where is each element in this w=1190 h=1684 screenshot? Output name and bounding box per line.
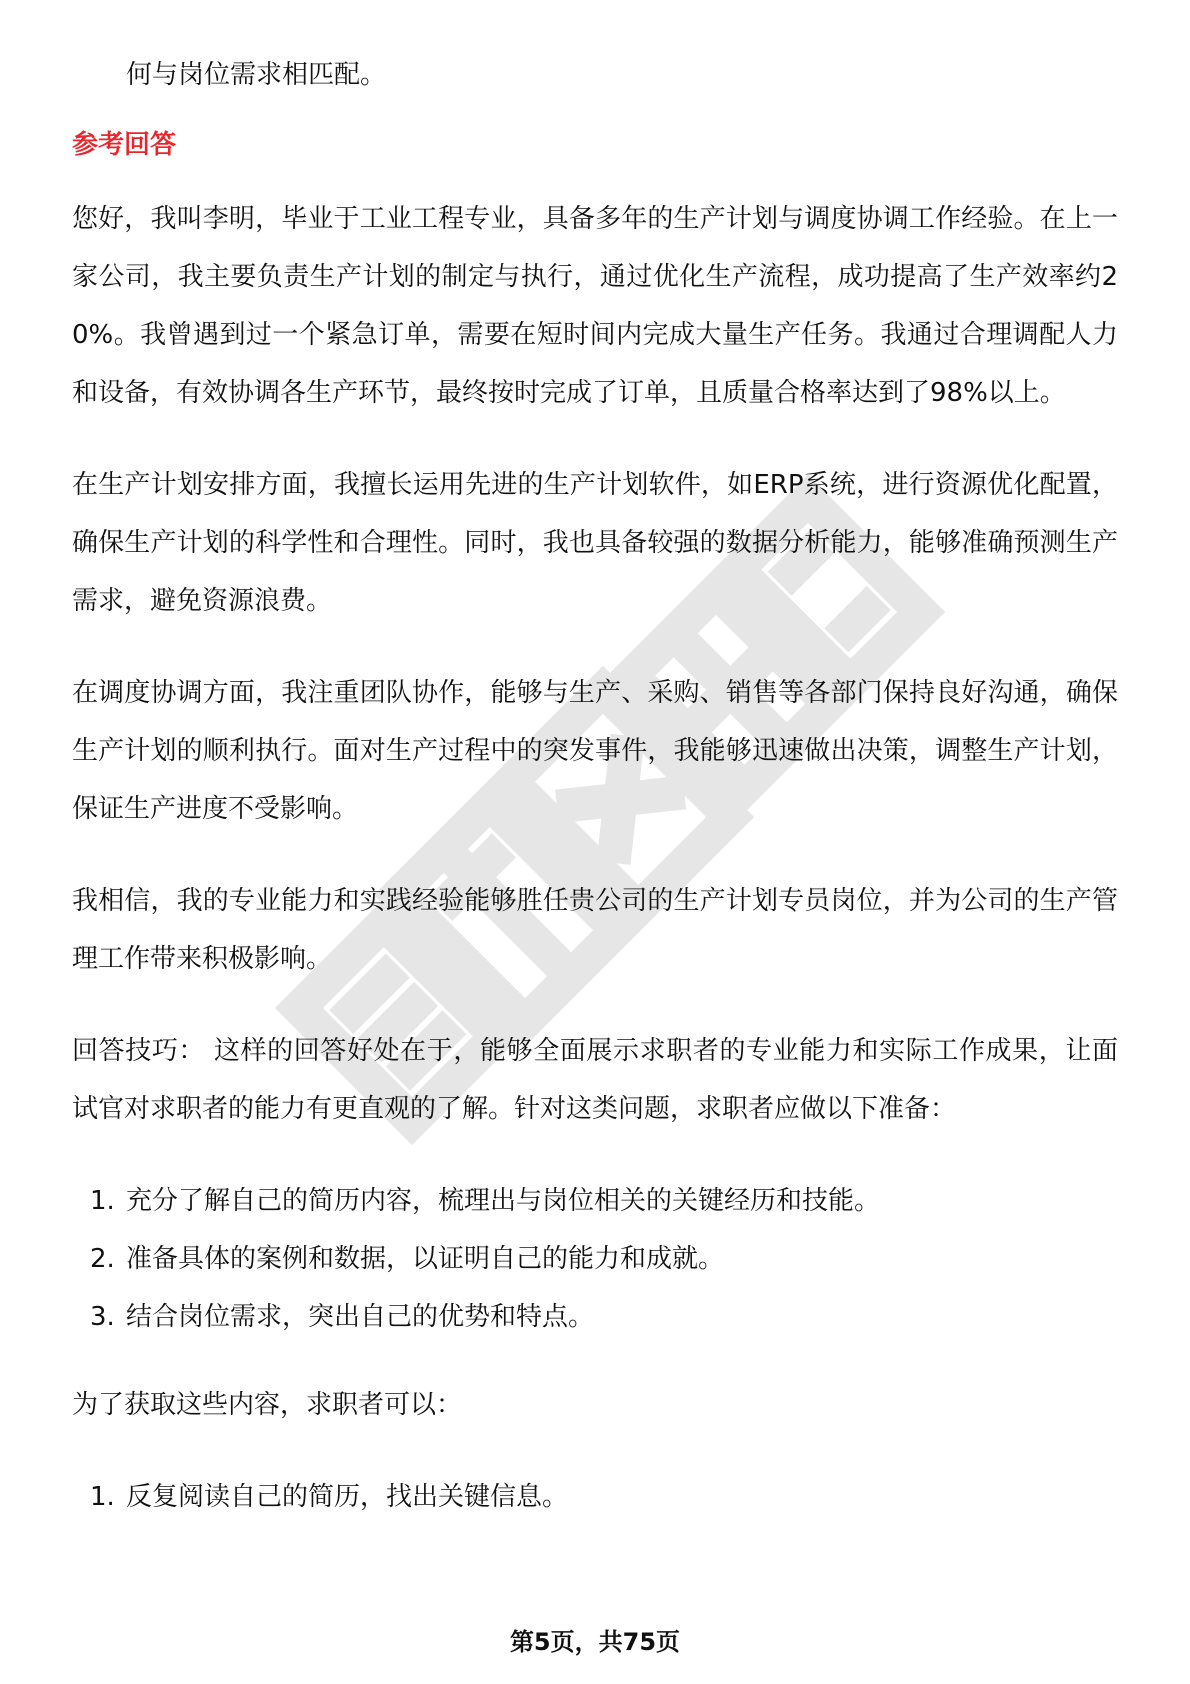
section-heading-reference-answer: 参考回答 (72, 130, 177, 160)
paragraph-intro: 您好，我叫李明，毕业于工业工程专业，具备多年的生产计划与调度协调工作经验。在上一家公司，我主要负责生产计划的制定与执行，通过优化生产流程，成功提高了生产效率约20%。我曾遇到过一个紧急订单，需要在短时间内完成大量生产任务。我通过合理调配人力和设备，有效协调各生产环节，最终按时完成了订单，且质量合格率达到了98%以上。 (72, 204, 1118, 408)
page-number-footer: 第5页，共75页 (509, 1628, 681, 1656)
paragraph-planning: 在生产计划安排方面，我擅长运用先进的生产计划软件，如ERP系统，进行资源优化配置，确保生产计划的科学性和合理性。同时，我也具备较强的数据分析能力，能够准确预测生产需求，避免资源浪费。 (72, 470, 1118, 616)
list-item-number: 1. (90, 1482, 115, 1512)
list-item-number: 1. (90, 1186, 115, 1216)
list-item-text: 准备具体的案例和数据，以证明自己的能力和成就。 (126, 1244, 725, 1274)
list-item (72, 1468, 1118, 1526)
followup-list (72, 1468, 1118, 1526)
paragraph-followup: 为了获取这些内容，求职者可以： (72, 1390, 463, 1420)
list-item-text: 反复阅读自己的简历，找出关键信息。 (126, 1482, 569, 1512)
paragraph-coordination: 在调度协调方面，我注重团队协作，能够与生产、采购、销售等各部门保持良好沟通，确保生产计划的顺利执行。面对生产过程中的突发事件，我能够迅速做出决策，调整生产计划，保证生产进度不受影响。 (72, 678, 1118, 824)
paragraph-conclusion: 我相信，我的专业能力和实践经验能够胜任贵公司的生产计划专员岗位，并为公司的生产管理工作带来积极影响。 (72, 886, 1118, 974)
list-item-number: 2. (90, 1244, 115, 1274)
list-item-text: 结合岗位需求，突出自己的优势和特点。 (126, 1302, 595, 1332)
continuation-text: 何与岗位需求相匹配。 (126, 60, 387, 90)
list-item-number: 3. (90, 1302, 115, 1332)
list-item (72, 1172, 1118, 1230)
list-item (72, 1288, 1118, 1346)
list-item-text: 充分了解自己的简历内容，梳理出与岗位相关的关键经历和技能。 (126, 1186, 881, 1216)
list-item (72, 1230, 1118, 1288)
paragraph-answer-tips: 回答技巧： 这样的回答好处在于，能够全面展示求职者的专业能力和实际工作成果，让面试官对求职者的能力有更直观的了解。针对这类问题，求职者应做以下准备： (72, 1036, 1118, 1124)
prep-list (72, 1172, 1118, 1346)
document-body (72, 46, 1118, 1556)
